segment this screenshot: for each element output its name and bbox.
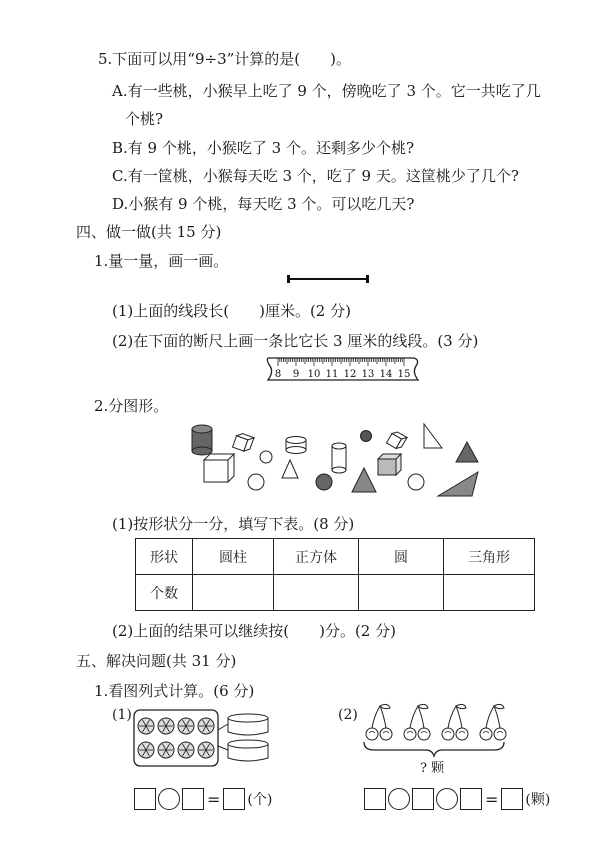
table-row-label: 个数	[136, 575, 193, 611]
answer-cell-cylinder[interactable]	[193, 575, 274, 611]
operator-circle[interactable]	[436, 788, 458, 810]
q5-option-a-line1: A.有一些桃，小猴早上吃了 9 个，傍晚吃了 3 个。它一共吃了几	[112, 82, 541, 100]
ruler-label: 14	[379, 369, 393, 380]
table-header-cell: 形状	[136, 539, 193, 575]
table-header-cell: 圆柱	[193, 539, 274, 575]
equals-sign: =	[207, 789, 221, 809]
answer-cell-triangle[interactable]	[444, 575, 535, 611]
table-header-cell: 三角形	[444, 539, 535, 575]
section5-title: 五、解决问题(共 31 分)	[76, 652, 237, 670]
equals-sign: =	[485, 789, 499, 809]
s4-q2-part1: (1)按形状分一分，填写下表。(8 分)	[112, 515, 355, 533]
bowl-bottom	[228, 740, 268, 761]
ruler-label: 8	[274, 369, 282, 380]
answer-cell-circle[interactable]	[359, 575, 444, 611]
answer-cell-cube[interactable]	[274, 575, 359, 611]
cube-small	[378, 454, 401, 475]
s4-q2-part2: (2)上面的结果可以继续按( )分。(2 分)	[112, 622, 396, 640]
cylinder-tall	[332, 443, 346, 473]
q5-stem: 5.下面可以用“9÷3”计算的是( )。	[98, 50, 352, 68]
circle-small	[260, 451, 272, 463]
answer-box[interactable]	[223, 788, 245, 810]
formula-2	[364, 788, 550, 810]
answer-box[interactable]	[364, 788, 386, 810]
answer-box[interactable]	[501, 788, 523, 810]
circle-medium	[248, 474, 264, 490]
ruler-label: 13	[361, 369, 375, 380]
s4-q1-part2: (2)在下面的断尺上画一条比它长 3 厘米的线段。(3 分)	[112, 332, 479, 350]
ruler-label: 10	[307, 369, 321, 380]
s4-q2-title: 2.分图形。	[94, 397, 169, 415]
broken-ruler	[262, 354, 426, 384]
picture1-label: (1)	[112, 707, 132, 723]
cylinder-dark	[192, 425, 212, 455]
formula-1	[134, 788, 272, 810]
ruler-label: 12	[343, 369, 357, 380]
circle-right	[408, 474, 424, 490]
operator-circle[interactable]	[388, 788, 410, 810]
triangle-dark-small	[456, 442, 478, 462]
cherry-icon	[366, 704, 392, 740]
triangle-large-grey	[438, 472, 478, 496]
bowl-top	[228, 714, 268, 735]
cube-large	[204, 454, 234, 482]
fruit-icon	[138, 718, 154, 734]
circle-dark-small	[361, 431, 372, 442]
table-header-cell: 圆	[359, 539, 444, 575]
shape-count-table	[135, 538, 535, 611]
table-row	[136, 539, 535, 575]
q5-option-a-line2: 个桃?	[125, 110, 164, 128]
cherry-icon	[442, 704, 468, 740]
triangle-small	[282, 460, 298, 478]
q5-option-c: C.有一筐桃，小猴每天吃 3 个，吃了 9 天。这筐桃少了几个?	[112, 167, 519, 185]
section4-title: 四、做一做(共 15 分)	[76, 223, 222, 241]
table-header-cell: 正方体	[274, 539, 359, 575]
table-row	[136, 575, 535, 611]
s5-q1-title: 1.看图列式计算。(6 分)	[94, 682, 255, 700]
ruler-label: 11	[325, 369, 339, 380]
fruit-icon	[178, 718, 194, 734]
ruler-label: 9	[292, 369, 300, 380]
unit-label: (个)	[247, 792, 273, 808]
fruit-icon	[198, 718, 214, 734]
fruit-icon	[158, 718, 174, 734]
unit-label: (颗)	[525, 792, 551, 808]
answer-box[interactable]	[412, 788, 434, 810]
cherry-icon	[404, 704, 430, 740]
fruit-icon	[198, 742, 214, 758]
operator-circle[interactable]	[158, 788, 180, 810]
answer-box[interactable]	[182, 788, 204, 810]
fruit-icon	[138, 742, 154, 758]
cube-tilted-2	[387, 430, 407, 450]
cube-tilted	[233, 432, 254, 453]
peach-box-picture	[132, 708, 278, 770]
measure-line-segment	[288, 278, 368, 280]
triangle-grey	[352, 468, 376, 492]
triangle-white-right	[424, 424, 442, 448]
s4-q1-title: 1.量一量，画一画。	[94, 252, 229, 270]
brace-label: ? 颗	[420, 761, 445, 776]
cylinder-lying	[286, 437, 306, 454]
circle-dark-medium	[316, 474, 332, 490]
answer-box[interactable]	[460, 788, 482, 810]
q5-option-b: B.有 9 个桃，小猴吃了 3 个。还剩多少个桃?	[112, 139, 414, 157]
ruler-label: 15	[397, 369, 411, 380]
fruit-icon	[178, 742, 194, 758]
fruit-icon	[158, 742, 174, 758]
s4-q1-part1: (1)上面的线段长( )厘米。(2 分)	[112, 302, 351, 320]
answer-box[interactable]	[134, 788, 156, 810]
q5-option-d: D.小猴有 9 个桃，每天吃 3 个。可以吃几天?	[112, 195, 415, 213]
picture2-label: (2)	[338, 707, 358, 723]
shapes-figure	[180, 420, 500, 510]
cherry-icon	[480, 704, 506, 740]
